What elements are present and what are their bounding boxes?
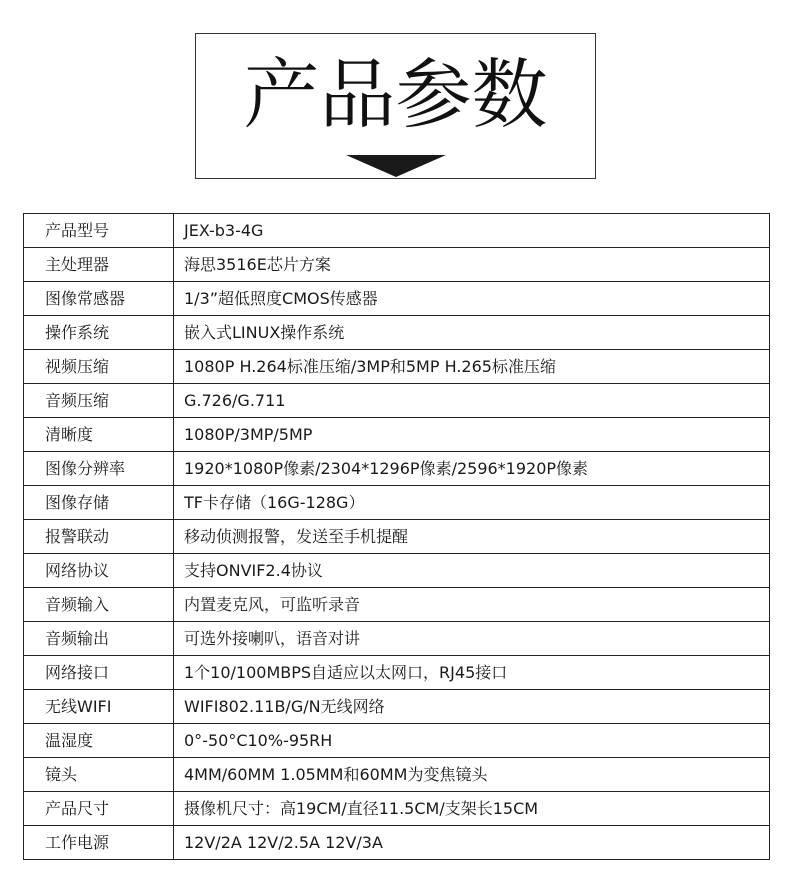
table-row — [24, 588, 770, 622]
table-row — [24, 384, 770, 418]
spec-value: 1080P/3MP/5MP — [174, 418, 770, 452]
spec-label: 镜头 — [24, 758, 174, 792]
spec-label: 图像常感器 — [24, 282, 174, 316]
spec-label: 操作系统 — [24, 316, 174, 350]
spec-value: 摄像机尺寸：高19CM/直径11.5CM/支架长15CM — [174, 792, 770, 826]
spec-label: 无线WIFI — [24, 690, 174, 724]
table-row — [24, 792, 770, 826]
spec-label: 图像存储 — [24, 486, 174, 520]
table-row — [24, 554, 770, 588]
spec-value: 内置麦克风，可监听录音 — [174, 588, 770, 622]
table-row — [24, 214, 770, 248]
spec-value: WIFI802.11B/G/N无线网络 — [174, 690, 770, 724]
spec-label: 音频输入 — [24, 588, 174, 622]
spec-value: 移动侦测报警，发送至手机提醒 — [174, 520, 770, 554]
spec-label: 清晰度 — [24, 418, 174, 452]
table-row — [24, 520, 770, 554]
spec-value: 海思3516E芯片方案 — [174, 248, 770, 282]
table-row — [24, 248, 770, 282]
table-row — [24, 418, 770, 452]
table-row — [24, 486, 770, 520]
spec-value: 1/3”超低照度CMOS传感器 — [174, 282, 770, 316]
spec-label: 报警联动 — [24, 520, 174, 554]
table-row — [24, 622, 770, 656]
spec-label: 产品尺寸 — [24, 792, 174, 826]
spec-value: 支持ONVIF2.4协议 — [174, 554, 770, 588]
spec-value: 12V/2A 12V/2.5A 12V/3A — [174, 826, 770, 860]
spec-value: 1个10/100MBPS自适应以太网口，RJ45接口 — [174, 656, 770, 690]
spec-label: 音频压缩 — [24, 384, 174, 418]
table-row — [24, 724, 770, 758]
spec-label: 产品型号 — [24, 214, 174, 248]
spec-label: 音频输出 — [24, 622, 174, 656]
table-row — [24, 452, 770, 486]
spec-label: 温湿度 — [24, 724, 174, 758]
table-row — [24, 656, 770, 690]
spec-value: G.726/G.711 — [174, 384, 770, 418]
table-row — [24, 350, 770, 384]
spec-value: TF卡存储（16G-128G） — [174, 486, 770, 520]
spec-value: 1080P H.264标准压缩/3MP和5MP H.265标准压缩 — [174, 350, 770, 384]
spec-label: 主处理器 — [24, 248, 174, 282]
spec-label: 工作电源 — [24, 826, 174, 860]
spec-label: 图像分辨率 — [24, 452, 174, 486]
spec-label: 网络协议 — [24, 554, 174, 588]
down-arrow-icon — [346, 155, 446, 177]
spec-label: 网络接口 — [24, 656, 174, 690]
table-row — [24, 758, 770, 792]
spec-value: 4MM/60MM 1.05MM和60MM为变焦镜头 — [174, 758, 770, 792]
table-row — [24, 690, 770, 724]
spec-value: 可选外接喇叭，语音对讲 — [174, 622, 770, 656]
title-box — [195, 33, 596, 179]
table-row — [24, 316, 770, 350]
spec-value: 0°-50°C10%-95RH — [174, 724, 770, 758]
spec-table — [23, 213, 770, 860]
page-title: 产品参数 — [243, 50, 548, 139]
spec-value: 嵌入式LINUX操作系统 — [174, 316, 770, 350]
spec-value: JEX-b3-4G — [174, 214, 770, 248]
spec-value: 1920*1080P像素/2304*1296P像素/2596*1920P像素 — [174, 452, 770, 486]
table-row — [24, 826, 770, 860]
table-row — [24, 282, 770, 316]
spec-label: 视频压缩 — [24, 350, 174, 384]
